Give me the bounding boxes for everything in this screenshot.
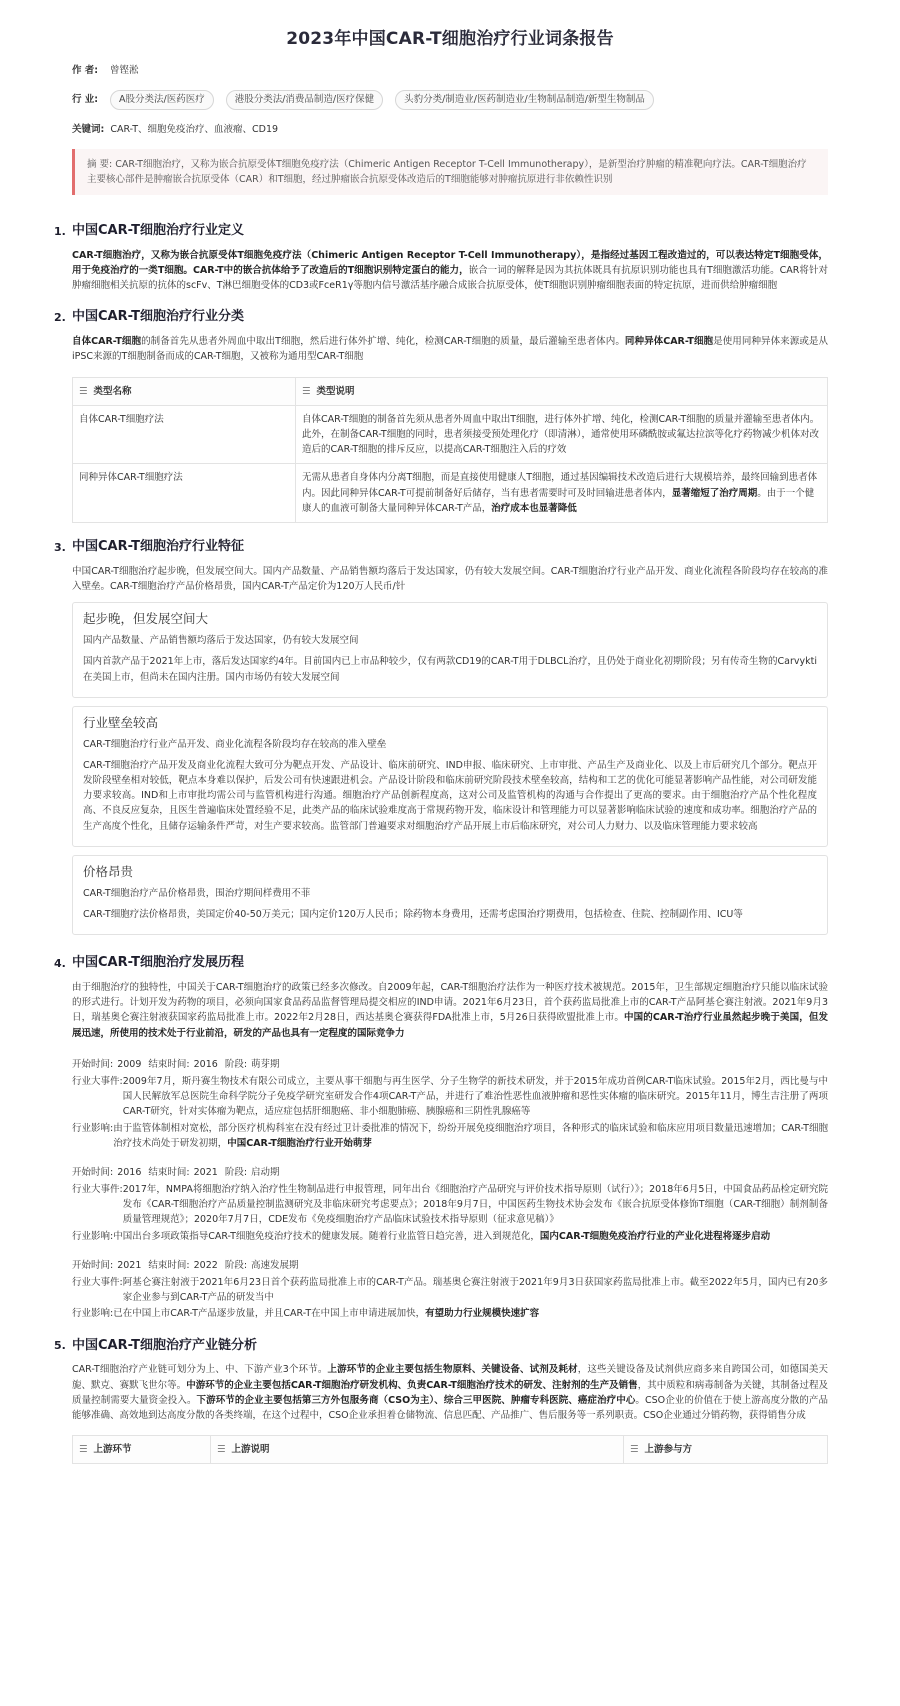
bold-text: 有望助力行业规模快速扩容 — [425, 1308, 540, 1320]
section-title: 中国CAR-T细胞治疗产业链分析 — [72, 1337, 257, 1353]
phase-value: 启动期 — [251, 1166, 280, 1178]
body-text: 无需从患者自身体内分离T细胞，而是直接使用健康人T细胞，通过基因编辑技术改造后进行大规模培养，最终回输到患者体内。因此同种异体CAR-T可提前制备好后储存，当有患者需要时可及时回输进患者体内， — [302, 472, 818, 499]
end-label: 结束时间: — [148, 1166, 190, 1178]
section-number: 3. — [54, 540, 66, 554]
card-body: CAR-T细胞治疗产品开发及商业化流程大致可分为靶点开发、产品设计、临床前研究、IND申报、临床研究、上市审批、产品生产及商业化、以及上市后研究几个部分。靶点开发阶段壁垒相对较低，靶点本身难以保护，后发公司有快速跟进机会。产品设计阶段和临床前研究阶段技术壁垒较高，结构和工艺的优化可能显著影响产品性能，对公司研发能力要求较高。IND和上市审批均需公司与监管机构进行沟通。细胞治疗产品创新程度高，这对公司及监管机构的沟通与合作提出了更高的要求。由于细胞治疗产品个性化程度高、不良反应复杂，且医生普遍临床处置经验不足，此类产品的临床试验难度高于常规药物开发，临床设计和管理能力可以显著影响临床试验的速度和成功率。细胞治疗产品的生产高度个性化，且储存运输条件严苛，对生产要求较高。监管部门普遍要求对细胞治疗产品开展上市后临床研究，对公司人力财力、以及临床管理能力要求较高 — [83, 759, 817, 832]
author-row — [72, 63, 828, 78]
industry-tag[interactable]: 港股分类法/消费品制造/医疗保健 — [226, 90, 383, 109]
stage-impact — [72, 1229, 828, 1244]
bold-text: 治疗成本也显著降低 — [491, 502, 577, 514]
card-title: 价格昂贵 — [83, 863, 134, 879]
start-label: 开始时间: — [72, 1166, 114, 1178]
section-1-body — [72, 248, 828, 294]
timeline-stage — [72, 1057, 828, 1151]
header-label: 上游环节 — [93, 1444, 132, 1456]
end-label: 结束时间: — [148, 1259, 190, 1271]
stage-event — [72, 1074, 828, 1120]
event-text: 2009年7月，斯丹赛生物技术有限公司成立，主要从事干细胞与再生医学、分子生物学的新技术研发，并于2015年成功首例CAR-T临床试验。2015年2月，西比曼与中国人民解放军总医院生命科学院分子免疫学研究室研发合作4项CAR-T产品，并进行了难治性恶性血液肿瘤和恶性实体瘤的临床研究。2015年11月，博生吉注册了两项CAR-T研究，针对实体瘤为靶点，适应症包括肝细胞癌、非小细胞肺癌、胰腺癌和三阴性乳腺癌等 — [122, 1075, 828, 1118]
section-number: 4. — [54, 956, 66, 970]
impact-text — [113, 1229, 828, 1244]
card-subtitle: 国内产品数量、产品销售额均落后于发达国家，仍有较大发展空间 — [83, 635, 359, 647]
column-list-icon: ☰ — [217, 1444, 226, 1456]
bold-text: CAR-T细胞治疗，又称为嵌合抗原受体T细胞免疫疗法（Chimeric Antigen Receptor T-Cell Immunotherapy），是指经过基因工程改造过的，可以表达特定T细胞受体，用于免疫治疗的一类T细胞。CAR-T中的嵌合抗体给予了改造后的T细胞识别特定蛋白的能力， — [72, 249, 828, 277]
start-value: 2009 — [117, 1058, 142, 1070]
body-text: 已在中国上市CAR-T产品逐步放量，并且CAR-T在中国上市申请进展加快， — [113, 1308, 426, 1320]
section-2-heading — [54, 307, 828, 328]
industry-tag[interactable]: A股分类法/医药医疗 — [110, 90, 214, 109]
table-cell: 自体CAR-T细胞的制备首先须从患者外周血中取出T细胞，进行体外扩增、纯化，检测CAR-T细胞的质量并灌输至患者体内。此外，在制备CAR-T细胞的同时，患者须接受预处理化疗（即清淋），通常使用环磷酰胺或氟达拉滨等化疗药物减少机体对改造后的CAR-T细胞的排斥反应，以提高CAR-T细胞注入后的疗效 — [296, 405, 828, 464]
bold-text: 下游环节的企业主要包括第三方外包服务商（CSO为主）、综合三甲医院、肿瘤专科医院、癌症治疗中心 — [196, 1394, 636, 1406]
table-header-row — [73, 377, 828, 405]
section-title: 中国CAR-T细胞治疗行业定义 — [72, 223, 244, 239]
impact-label: 行业影响: — [72, 1230, 114, 1242]
event-text: 2017年，NMPA将细胞治疗纳入治疗性生物制品进行申报管理，同年出台《细胞治疗产品研究与评价技术指导原则（试行）》；2018年6月5日，中国食品药品检定研究院发布《CAR-T细胞治疗产品质量控制监测研究及非临床研究考虑要点》；2018年9月7日，中国医药生物技术协会发布《嵌合抗原受体修饰T细胞（CAR-T细胞）制剂制备质量管理规范》；2020年7月7日，CDE发布《免疫细胞治疗产品临床试验技术指导原则（征求意见稿）》 — [122, 1184, 828, 1226]
phase-value: 高速发展期 — [251, 1259, 299, 1271]
column-list-icon: ☰ — [302, 385, 311, 397]
header-label: 类型名称 — [93, 385, 132, 397]
bold-text: 自体CAR-T细胞 — [72, 336, 142, 348]
body-text: 中国出台多项政策指导CAR-T细胞免疫治疗技术的健康发展。随着行业监管日趋完善，进入到规范化， — [113, 1230, 540, 1242]
stage-header — [72, 1258, 828, 1273]
section-number: 1. — [54, 224, 66, 238]
section-5-heading — [54, 1336, 828, 1357]
column-list-icon: ☰ — [630, 1444, 639, 1456]
section-4-heading — [54, 953, 828, 974]
section-title: 中国CAR-T细胞治疗行业特征 — [72, 538, 244, 554]
card-subtitle: CAR-T细胞治疗产品价格昂贵，围治疗期间样费用不菲 — [83, 887, 311, 899]
table-cell: 同种异体CAR-T细胞疗法 — [73, 464, 296, 523]
end-label: 结束时间: — [148, 1058, 190, 1070]
body-text: ，其中质粒和病毒制备为关键，其制备过程及质量控制需要大量资金投入。 — [72, 1379, 828, 1406]
abstract-label: 摘 要: — [87, 158, 113, 170]
header-label: 类型说明 — [316, 385, 355, 397]
stage-event — [72, 1182, 828, 1228]
section-1-heading — [54, 221, 828, 242]
table-row — [73, 464, 828, 523]
header-label: 上游参与方 — [644, 1444, 693, 1456]
body-text: ，这些关键设备及试剂供应商多来自跨国公司，如德国美天旎、默克、赛默飞世尔等。 — [72, 1364, 828, 1391]
card-subtitle: CAR-T细胞治疗行业产品开发、商业化流程各阶段均存在较高的准入壁垒 — [83, 738, 387, 750]
body-text: 。由于一个健康人的血液可制备大量同种异体CAR-T产品， — [302, 487, 815, 514]
keywords-label: 关键词: — [72, 123, 105, 135]
card-title: 行业壁垒较高 — [83, 714, 159, 730]
industry-row — [72, 90, 828, 109]
classification-table — [72, 377, 828, 523]
impact-text — [113, 1306, 828, 1321]
impact-label: 行业影响: — [72, 1308, 114, 1320]
section-number: 5. — [54, 1339, 66, 1353]
feature-card — [72, 706, 828, 847]
bold-text: 显著缩短了治疗周期 — [671, 487, 758, 499]
start-label: 开始时间: — [72, 1259, 114, 1271]
table-header-cell[interactable] — [211, 1436, 624, 1464]
impact-label: 行业影响: — [72, 1122, 114, 1134]
card-body: CAR-T细胞疗法价格昂贵，美国定价40-50万美元；国内定价120万人民币；除药物本身费用，还需考虑围治疗期费用，包括检查、住院、控制副作用、ICU等 — [83, 909, 743, 921]
section-3-heading — [54, 537, 828, 558]
table-cell — [296, 464, 828, 523]
event-label: 行业大事件: — [72, 1184, 123, 1196]
table-header-cell[interactable] — [296, 377, 828, 405]
table-cell: 自体CAR-T细胞疗法 — [73, 405, 296, 464]
end-value: 2021 — [193, 1166, 218, 1178]
card-body: 国内首款产品于2021年上市，落后发达国家约4年。目前国内已上市品种较少，仅有两款CD19的CAR-T用于DLBCL治疗，且仍处于商业化初期阶段；另有传奇生物的Carvykti在美国上市，但尚未在国内注册。国内市场仍有较大发展空间 — [83, 656, 817, 683]
section-4-intro — [72, 980, 828, 1041]
table-header-row — [73, 1436, 828, 1464]
feature-card — [72, 855, 828, 935]
stage-header — [72, 1057, 828, 1072]
start-value: 2016 — [117, 1166, 142, 1178]
phase-value: 萌芽期 — [251, 1058, 280, 1070]
abstract-text: CAR-T细胞治疗，又称为嵌合抗原受体T细胞免疫疗法（Chimeric Antigen Receptor T-Cell Immunotherapy），是新型治疗肿瘤的精准靶向疗法。CAR-T细胞治疗主要核心部件是肿瘤嵌合抗原受体（CAR）和T细胞，经过肿瘤嵌合抗原受体改造后的T细胞能够对肿瘤抗原进行非依赖性识别 — [87, 158, 807, 185]
section-2-body — [72, 334, 828, 364]
bold-text: 上游环节的企业主要包括生物原料、关键设备、试剂及耗材 — [327, 1364, 578, 1376]
phase-label: 阶段: — [224, 1166, 248, 1178]
impact-text — [113, 1121, 828, 1151]
stage-header — [72, 1165, 828, 1180]
timeline-stage — [72, 1258, 828, 1322]
body-text: 。CSO企业的价值在于使上游高度分散的产品能够准确、高效地到达高度分散的各类终端，在这个过程中，CSO企业承担着仓储物流、信息匹配、产品推广、售后服务等一系列职责。CSO企业通过分销药物，获得销售分成 — [72, 1394, 828, 1421]
start-label: 开始时间: — [72, 1058, 114, 1070]
stage-impact — [72, 1306, 828, 1321]
end-value: 2022 — [193, 1259, 218, 1271]
end-value: 2016 — [193, 1058, 218, 1070]
card-title: 起步晚，但发展空间大 — [83, 611, 209, 627]
event-label: 行业大事件: — [72, 1277, 123, 1288]
stage-impact — [72, 1121, 828, 1151]
column-list-icon: ☰ — [79, 385, 88, 397]
stage-event — [72, 1275, 828, 1305]
phase-label: 阶段: — [224, 1259, 248, 1271]
body-text: 的制备首先从患者外周血中取出T细胞，然后进行体外扩增、纯化，检测CAR-T细胞的质量，最后灌输至患者体内。 — [141, 336, 625, 348]
bold-text: 中国CAR-T细胞治疗行业开始萌芽 — [227, 1137, 372, 1149]
feature-card — [72, 602, 828, 698]
body-text: 由于细胞治疗的独特性，中国关于CAR-T细胞治疗的政策已经多次修改。自2009年起，CAR-T细胞治疗法作为一种医疗技术被规范。2015年，卫生部规定细胞治疗只能以临床试验的形式进行。计划开发为药物的项目，必须向国家食品药品监督管理局提交相应的IND申请。2021年6月23日，首个获药监局批准上市的CAR-T产品阿基仑赛注射液。2021年9月3日，瑞基奥仑赛注射液获国家药监局批准上市。2022年2月28日，西达基奥仑赛获得FDA批准上市，5月26日获得欧盟批准上市。 — [72, 982, 828, 1024]
table-row — [73, 405, 828, 464]
industry-label: 行 业: — [72, 94, 99, 106]
bold-text: 中游环节的企业主要包括CAR-T细胞治疗研发机构、负责CAR-T细胞治疗技术的研发、注射剂的生产及销售 — [186, 1379, 638, 1391]
table-header-cell[interactable] — [624, 1436, 828, 1464]
body-text: 由于监管体制相对宽松，部分医疗机构科室在没有经过卫计委批准的情况下，纷纷开展免疫细胞治疗项目，各种形式的临床试验和临床应用项目数量迅速增加；CAR-T细胞治疗技术尚处于研发初期， — [113, 1122, 828, 1149]
body-text: 是使用同种异体来源或是从iPSC来源的T细胞制备而成的CAR-T细胞，又被称为通用型CAR-T细胞 — [72, 336, 828, 363]
section-5-body — [72, 1362, 828, 1423]
bold-text: 中国的CAR-T治疗行业虽然起步晚于美国，但发展迅速，所使用的技术处于行业前沿，研发的产品也具有一定程度的国际竞争力 — [72, 1012, 828, 1039]
table-header-cell[interactable] — [73, 377, 296, 405]
section-title: 中国CAR-T细胞治疗行业分类 — [72, 309, 244, 325]
section-3-intro: 中国CAR-T细胞治疗起步晚，但发展空间大。国内产品数量、产品销售额均落后于发达国家，仍有较大发展空间。CAR-T细胞治疗行业产品开发、商业化流程各阶段均存在较高的准入壁垒。CAR-T细胞治疗产品价格昂贵，国内CAR-T产品定价为120万人民币/针 — [72, 565, 828, 592]
report-title: 2023年中国CAR-T细胞治疗行业词条报告 — [286, 29, 614, 49]
section-number: 2. — [54, 311, 66, 325]
industry-tag[interactable]: 头豹分类/制造业/医药制造业/生物制品制造/新型生物制品 — [395, 90, 654, 109]
event-text: 阿基仑赛注射液于2021年6月23日首个获药监局批准上市的CAR-T产品。瑞基奥仑赛注射液于2021年9月3日获国家药监局批准上市。截至2022年5月，国内已有20多家企业参与到CAR-T产品的研发当中 — [122, 1277, 828, 1304]
body-text: 嵌合一词的解释是因为其抗体既具有抗原识别功能也具有T细胞激活功能。CAR将针对肿瘤细胞相关抗原的抗体的scFv、T淋巴细胞受体的CD3或FceR1γ等胞内信号激活基序融合成嵌合抗原受体，使T细胞识别肿瘤细胞表面的特定抗原，进而供给肿瘤细胞 — [72, 265, 828, 292]
body-text: CAR-T细胞治疗产业链可划分为上、中、下游产业3个环节。 — [72, 1364, 328, 1376]
header-label: 上游说明 — [231, 1444, 270, 1456]
table-header-cell[interactable] — [73, 1436, 211, 1464]
bold-text: 国内CAR-T细胞免疫治疗行业的产业化进程将逐步启动 — [539, 1230, 771, 1242]
bold-text: 同种异体CAR-T细胞 — [624, 336, 714, 348]
upstream-table — [72, 1435, 828, 1464]
author-label: 作 者: — [72, 65, 99, 77]
phase-label: 阶段: — [224, 1058, 248, 1070]
section-title: 中国CAR-T细胞治疗发展历程 — [72, 955, 244, 971]
column-list-icon: ☰ — [79, 1444, 88, 1456]
timeline-stage — [72, 1165, 828, 1244]
start-value: 2021 — [117, 1259, 142, 1271]
keywords-value: CAR-T、细胞免疫治疗、血液瘤、CD19 — [110, 123, 279, 135]
event-label: 行业大事件: — [72, 1075, 123, 1087]
keywords-row — [72, 122, 828, 137]
abstract-box — [72, 149, 828, 195]
author-name: 曾铿淞 — [110, 65, 139, 77]
